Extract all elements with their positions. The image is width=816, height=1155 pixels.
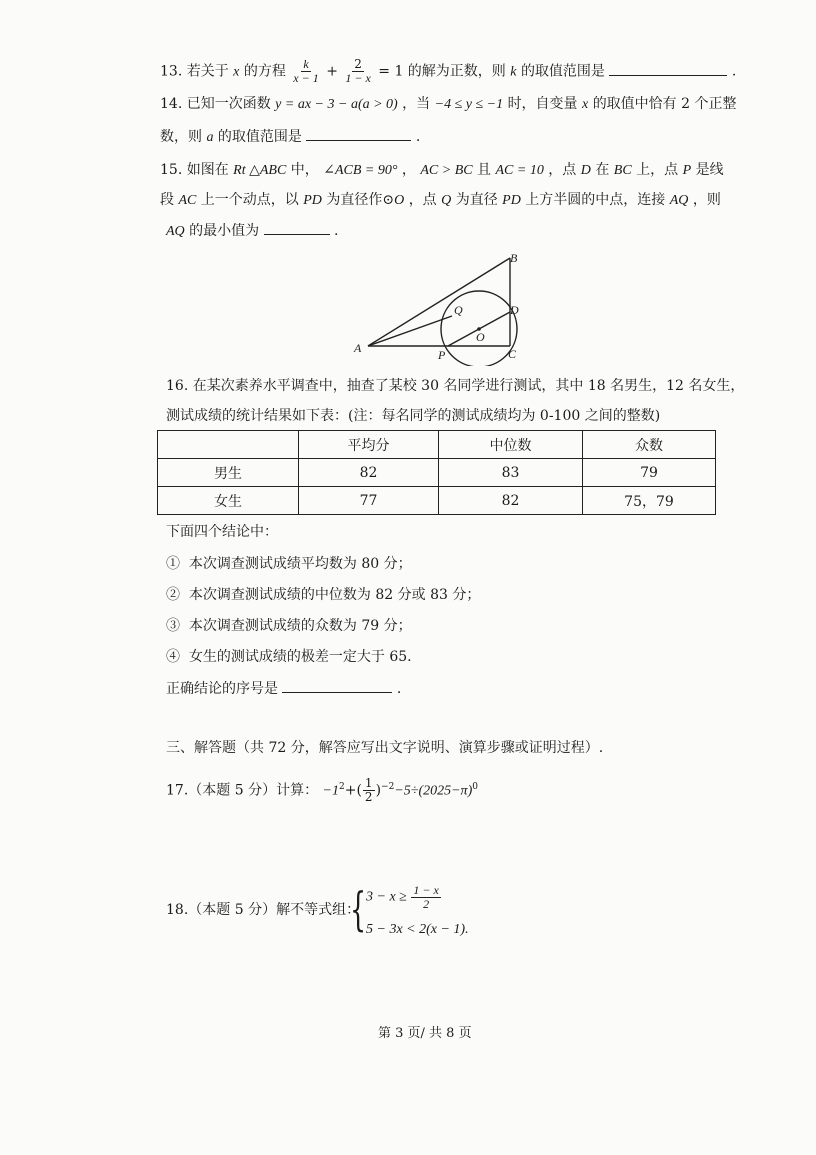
question-15-line-3: AQ 的最小值为 . xyxy=(166,220,338,242)
conclusion-3: ③ 本次调查测试成绩的众数为 79 分； xyxy=(166,618,412,634)
question-13: 13. 若关于 x 的方程 $\frac{k}{x - 1}$ + $\frac{2}{1 - x}$ = 1 的解为正数，则 k 的取值范围是 . xyxy=(160,57,737,85)
table-cell: 75，79 xyxy=(583,487,716,515)
question-15-line-2: 段 AC 上一个动点，以 PD 为直径作⊙O ，点 Q 为直径 PD 上方半圆的中点，连接 AQ ，则 xyxy=(160,192,721,208)
answer-blank-15[interactable] xyxy=(264,220,330,235)
label-a: A xyxy=(354,341,362,355)
answer-blank-16[interactable] xyxy=(282,678,392,693)
question-16-line-2: 测试成绩的统计结果如下表：(注：每名同学的测试成绩均为 0-100 之间的整数) xyxy=(166,408,661,424)
geometry-figure xyxy=(340,248,540,366)
table-cell: 83 xyxy=(439,459,583,487)
table-cell: 82 xyxy=(439,487,583,515)
fraction-ineq: $\frac{1 - x}{2}$ xyxy=(413,883,439,911)
question-17: 17.（本题 5 分）计算： $-1^2+$( $\frac{1}{2}$ )$^{-2}-5\div(2025-\pi)^0$ xyxy=(166,776,478,805)
table-header-cell xyxy=(158,431,299,459)
answer-blank-13[interactable] xyxy=(609,61,727,76)
label-q: Q xyxy=(454,303,463,317)
label-b: B xyxy=(510,251,518,265)
table-cell: 79 xyxy=(583,459,716,487)
question-14-line-1: 14. 已知一次函数 y = ax − 3 − a(a > 0) ，当 −4 ≤ y ≤ −1 时，自变量 x 的取值中恰有 2 个正整 xyxy=(160,96,737,112)
brace-icon: { xyxy=(350,882,367,936)
table-row xyxy=(158,487,716,515)
table-header-cell: 众数 xyxy=(583,431,716,459)
conclusion-1: ① 本次调查测试成绩平均数为 80 分； xyxy=(166,556,412,572)
conclusions-intro: 下面四个结论中： xyxy=(166,524,278,540)
conclusion-4: ④ 女生的测试成绩的极差一定大于 65. xyxy=(166,649,412,665)
fraction-2: $\frac{2}{1 - x}$ xyxy=(345,57,371,85)
table-cell: 77 xyxy=(299,487,439,515)
fraction-k: $\frac{k}{x - 1}$ xyxy=(293,57,319,85)
page-footer: 第 3 页/ 共 8 页 xyxy=(378,1026,472,1041)
inequality-1: 3 − x ≥ $\frac{1 - x}{2}$ xyxy=(366,883,439,911)
stats-table xyxy=(157,430,716,515)
question-16-line-1: 16. 在某次素养水平调查中，抽查了某校 30 名同学进行测试，其中 18 名男生，12 名女生， xyxy=(166,378,745,394)
table-cell: 女生 xyxy=(158,487,299,515)
question-14-line-2: 数，则 a 的取值范围是 . xyxy=(160,126,420,148)
question-18-label: 18.（本题 5 分）解不等式组： xyxy=(166,902,361,918)
label-o: O xyxy=(476,330,485,344)
table-header-cell: 中位数 xyxy=(439,431,583,459)
question-15-line-1: 15. 如图在 Rt △ABC 中， ∠ACB = 90° ， AC > BC 且 AC = 10 ，点 D 在 BC 上，点 P 是线 xyxy=(160,162,724,178)
table-header-cell: 平均分 xyxy=(299,431,439,459)
inequality-2: 5 − 3x < 2(x − 1). xyxy=(366,922,469,937)
conclusion-2: ② 本次调查测试成绩的中位数为 82 分或 83 分； xyxy=(166,587,481,603)
answer-blank-14[interactable] xyxy=(306,126,411,141)
label-p: P xyxy=(438,348,446,362)
segment-ab xyxy=(368,258,510,346)
label-c: C xyxy=(508,347,517,361)
table-row xyxy=(158,459,716,487)
fraction-half: $\frac{1}{2}$ xyxy=(364,776,373,805)
table-cell: 男生 xyxy=(158,459,299,487)
table-header-row xyxy=(158,431,716,459)
section-heading: 三、解答题（共 72 分，解答应写出文字说明、演算步骤或证明过程）. xyxy=(166,740,604,756)
label-d: D xyxy=(510,303,519,317)
table-cell: 82 xyxy=(299,459,439,487)
answer-prompt-16: 正确结论的序号是 . xyxy=(166,678,401,699)
